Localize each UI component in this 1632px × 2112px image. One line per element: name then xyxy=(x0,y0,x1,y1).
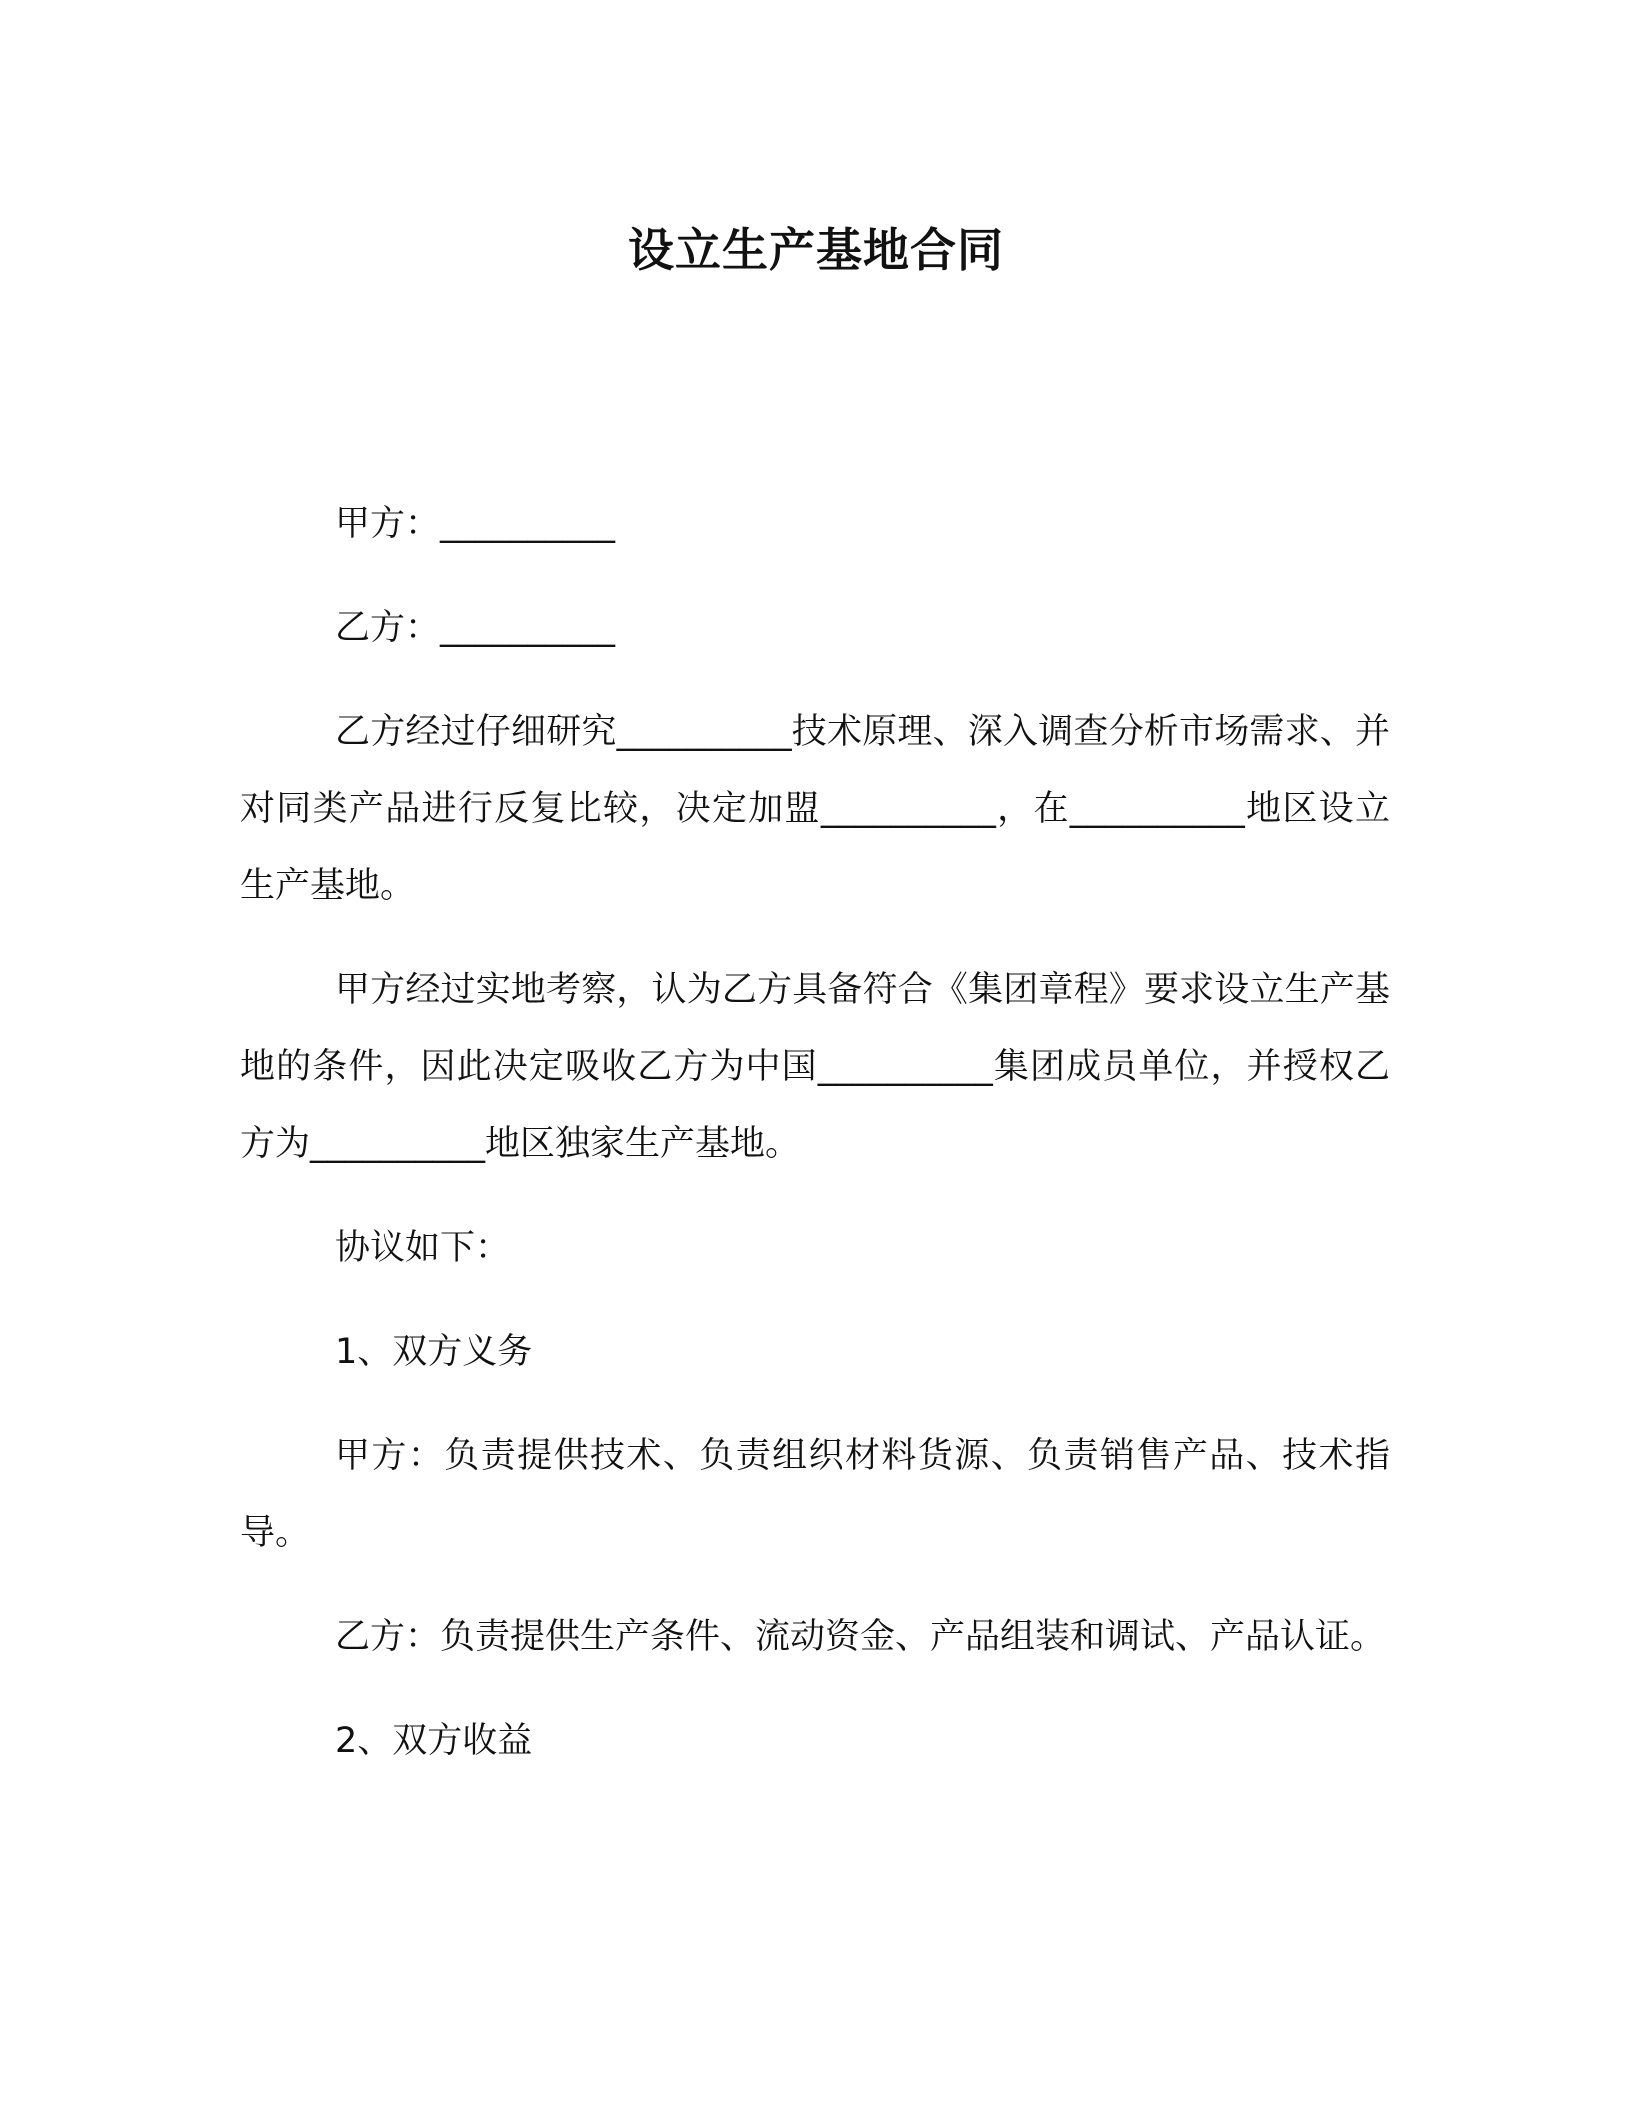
party-b-obligations: 乙方：负责提供生产条件、流动资金、产品组装和调试、产品认证。 xyxy=(335,1617,1386,1657)
document-title: 设立生产基地合同 xyxy=(628,223,1004,277)
section-1-heading: 1、双方义务 xyxy=(335,1332,533,1372)
agreement-heading: 协议如下： xyxy=(335,1228,511,1268)
party-a-obligations: 甲方：负责提供技术、负责组织材料货源、负责销售产品、技术指导。 xyxy=(240,1436,1390,1553)
intro-paragraph-1: 乙方经过仔细研究__________技术原理、深入调查分析市场需求、并对同类产品进行反复比较，决定加盟__________，在__________地区设立生产基地。 xyxy=(240,712,1390,906)
intro-paragraph-2: 甲方经过实地考察，认为乙方具备符合《集团章程》要求设立生产基地的条件，因此决定吸收乙方为中国__________集团成员单位，并授权乙方为__________地区独家生产基地。 xyxy=(240,970,1390,1164)
document-body xyxy=(240,486,1390,1807)
section-2-heading: 2、双方收益 xyxy=(335,1721,533,1761)
party-a-line: 甲方：__________ xyxy=(335,504,616,544)
party-b-line: 乙方：__________ xyxy=(335,608,616,648)
